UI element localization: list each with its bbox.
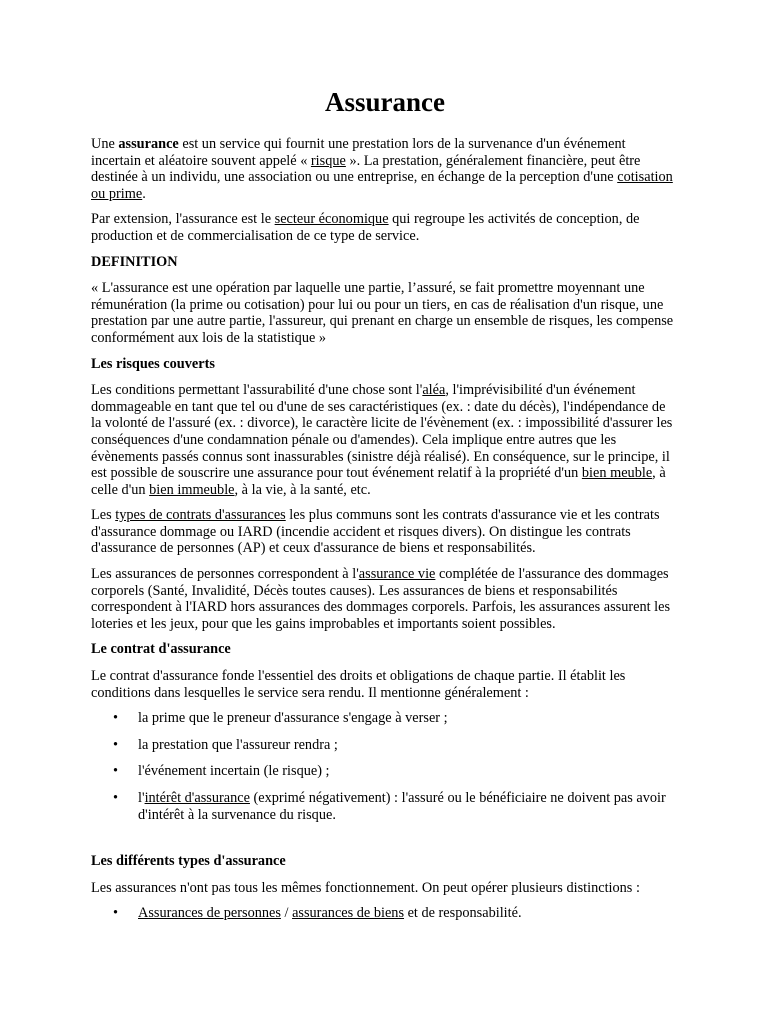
list-item-text: / <box>280 905 293 922</box>
personnes-paragraph <box>91 566 679 632</box>
types-text: les plus communs sont les contrats d'assurance vie et les contrats d'assurance dommage ou IARD (incendie accident et risques divers). On distingue les contrats d'assurance de personnes (AP) et ceux d'assurance de biens et responsabilités. <box>91 507 660 557</box>
risques-heading: Les risques couverts <box>91 355 215 372</box>
intro-text: Une <box>91 136 119 152</box>
contrat-list <box>91 710 679 823</box>
link-assurances-de-personnes[interactable]: Assurances de personnes <box>138 905 281 922</box>
list-item <box>91 905 679 922</box>
link-bien-immeuble[interactable]: bien immeuble <box>149 481 235 498</box>
intro-text: ». La prestation, généralement financière, peut être destinée à un individu, une association ou une entreprise, en échange de la perception d'une <box>91 152 641 186</box>
personnes-text: Les assurances de personnes correspondent à l' <box>91 566 359 583</box>
extension-paragraph <box>91 211 679 244</box>
list-item-text: (exprimé négativement) : l'assuré ou le bénéficiaire ne doivent pas avoir d'intérêt à la survenance du risque. <box>138 790 666 823</box>
risques-text: Les conditions permettant l'assurabilité d'une chose sont l' <box>91 382 423 399</box>
list-item <box>91 737 679 754</box>
definition-heading: DEFINITION <box>91 253 178 270</box>
list-item-text: et de responsabilité. <box>404 905 522 922</box>
link-interet-d-assurance[interactable]: intérêt d'assurance <box>144 790 250 806</box>
intro-text: est un service qui fournit une prestation lors de la survenance d'un événement incertain et aléatoire souvent appelé « <box>91 136 626 169</box>
list-item <box>91 790 679 823</box>
contrat-paragraph: Le contrat d'assurance fonde l'essentiel des droits et obligations de chaque partie. Il établit les conditions dans lesquelles le service sera rendu. Il mentionne généralement : <box>91 668 626 701</box>
bullet-icon: • <box>113 790 119 806</box>
list-item-text: l' <box>138 790 145 806</box>
intro-bold-term: assurance <box>118 136 179 152</box>
link-cotisation-ou-prime[interactable]: cotisation ou prime <box>91 169 673 202</box>
extension-text: qui regroupe les activités de conception, de production et de commercialisation de ce type de service. <box>91 211 640 244</box>
risques-text: , l'imprévisibilité d'un événement dommageable en tant que tel ou d'une de ses caractéristiques (ex. : date du décès), l'indépendance de la volonté de l'assuré (ex. : divorce), le caractère licite de l'évènement (ex. : impossibilité d'assurer les conséquences d'une condamnation pénale ou d'amendes). Cela implique entre autres que les évènements passés connus sont inassurables (sinistre déjà réalisé). En conséquence, sur le principe, il est possible de souscrire une assurance pour tout événement relatif à la propriété d'un <box>91 382 673 482</box>
link-bien-meuble[interactable]: bien meuble <box>581 465 653 482</box>
differents-paragraph: Les assurances n'ont pas tous les mêmes fonctionnement. On peut opérer plusieurs distinctions : <box>91 879 640 896</box>
bullet-icon: • <box>113 710 119 727</box>
types-paragraph <box>91 507 679 557</box>
link-assurances-de-biens[interactable]: assurances de biens <box>292 905 405 922</box>
differents-heading: Les différents types d'assurance <box>91 853 286 870</box>
differents-list <box>91 905 679 922</box>
intro-paragraph <box>91 136 679 202</box>
contrat-heading: Le contrat d'assurance <box>91 641 231 658</box>
link-risque[interactable]: risque <box>310 152 346 169</box>
link-assurance-vie[interactable]: assurance vie <box>358 566 436 583</box>
bullet-icon: • <box>113 736 119 753</box>
list-item-text: l'événement incertain (le risque) ; <box>138 763 330 780</box>
personnes-text: complétée de l'assurance des dommages corporels (Santé, Invalidité, Décès toutes causes). Les assurances de biens et responsabilités correspondent à l'IARD hors assurances des dommages corporels. Parfois, les assurances assurent les loteries et les jeux, pour que les gains improbables et importants soient possibles. <box>91 566 671 632</box>
document-page <box>91 86 679 932</box>
list-item <box>91 763 679 780</box>
risques-text: , à celle d'un <box>91 465 666 498</box>
link-secteur-economique[interactable]: secteur économique <box>274 211 389 228</box>
list-item-text: la prime que le preneur d'assurance s'engage à verser ; <box>138 710 448 727</box>
extension-text: Par extension, l'assurance est le <box>91 211 275 228</box>
intro-text: . <box>142 185 146 202</box>
list-item <box>91 710 679 727</box>
definition-paragraph: « L'assurance est une opération par laquelle une partie, l’assuré, se fait promettre moyennant une rémunération (la prime ou cotisation) pour lui ou pour un tiers, en cas de réalisation d'un risque, une prestation par une autre partie, l'assureur, qui prenant en charge un ensemble de risques, les compense conformément aux lois de la statistique » <box>91 280 674 346</box>
list-item-text: la prestation que l'assureur rendra ; <box>138 736 338 753</box>
types-text: Les <box>91 507 116 524</box>
risques-paragraph <box>91 382 679 498</box>
link-alea[interactable]: aléa <box>422 382 446 399</box>
bullet-icon: • <box>113 763 119 780</box>
bullet-icon: • <box>113 905 119 922</box>
link-types-de-contrats[interactable]: types de contrats d'assurances <box>115 507 286 524</box>
risques-text: , à la vie, à la santé, etc. <box>234 481 371 498</box>
page-title: Assurance <box>325 87 445 117</box>
